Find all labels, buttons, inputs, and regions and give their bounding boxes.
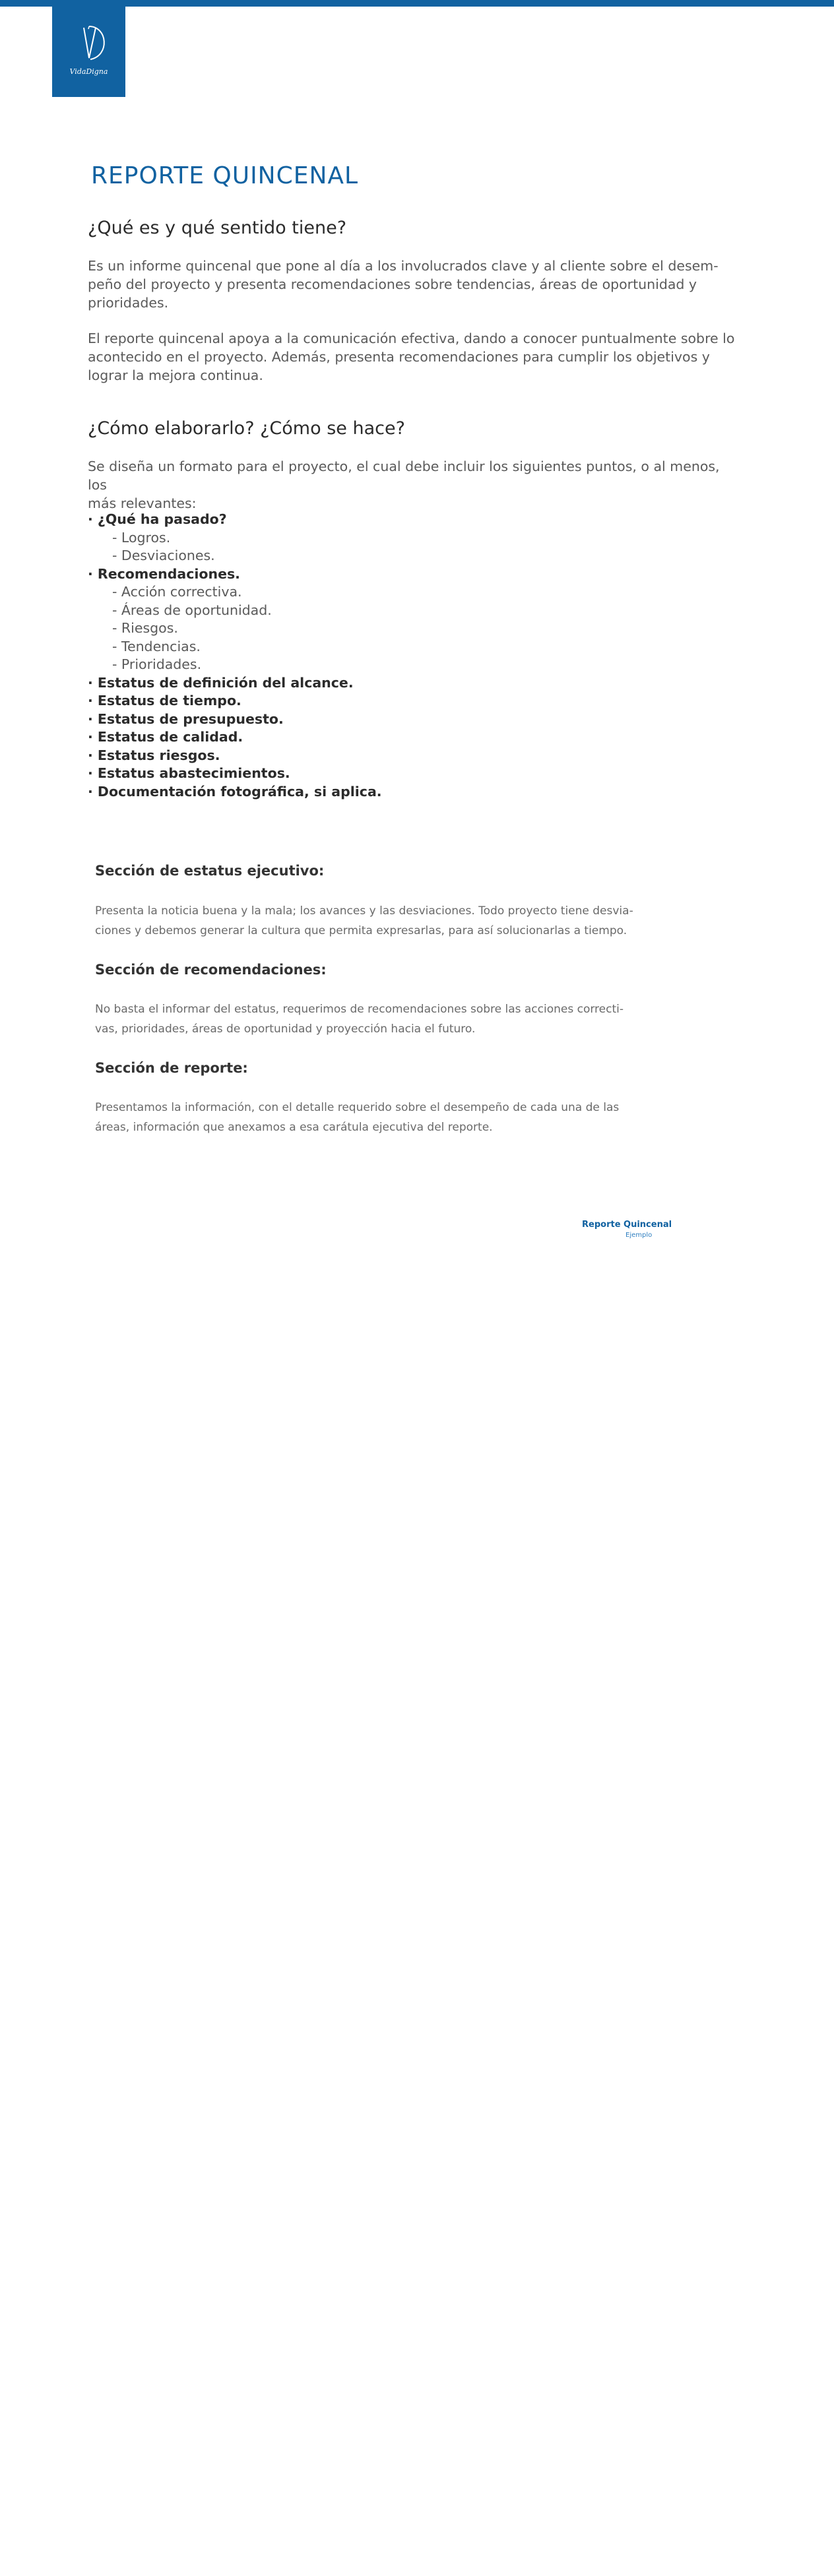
logo-text: VidaDigna xyxy=(69,67,108,76)
checklist xyxy=(88,511,382,801)
checklist-item: · Estatus de tiempo. xyxy=(88,693,241,708)
section-heading-report: Sección de reporte: xyxy=(95,1060,248,1076)
section-heading-recommendations: Sección de recomendaciones: xyxy=(95,962,327,978)
checklist-subitem: - Tendencias. xyxy=(112,638,201,654)
section-body-report: Presentamos la información, con el detalle requerido sobre el desempeño de cada una de las áreas, información que anexamos a esa carátula ejecutiva del reporte. xyxy=(95,1101,620,1134)
footer-title: Reporte Quincenal xyxy=(582,1220,672,1230)
logo-mark-icon xyxy=(52,7,125,97)
howto-paragraph: Se diseña un formato para el proyecto, el cual debe incluir los siguientes puntos, o al menos, los más relevantes: xyxy=(88,458,720,511)
checklist-item: · Documentación fotográfica, si aplica. xyxy=(88,783,382,800)
checklist-subitem: - Logros. xyxy=(112,529,171,546)
section-body-executive: Presenta la noticia buena y la mala; los avances y las desviaciones. Todo proyecto tiene desvia- ciones y debemos generar la cultura que permita expresarlas, para así solucionarlas a tiempo. xyxy=(95,904,633,937)
top-accent-bar xyxy=(0,0,834,7)
section-heading-executive: Sección de estatus ejecutivo: xyxy=(95,863,325,879)
section-body-recommendations: No basta el informar del estatus, requerimos de recomendaciones sobre las acciones correcti- vas, prioridades, áreas de oportunidad y proyección hacia el futuro. xyxy=(95,1003,624,1036)
checklist-subitem: - Riesgos. xyxy=(112,620,178,636)
checklist-item: · Estatus de definición del alcance. xyxy=(88,674,354,691)
checklist-item: · Estatus de presupuesto. xyxy=(88,710,284,727)
howto-heading: ¿Cómo elaborarlo? ¿Cómo se hace? xyxy=(88,418,405,439)
intro-paragraph-2: El reporte quincenal apoya a la comunicación efectiva, dando a conocer puntualmente sobre lo acontecido en el proyecto. Además, presenta recomendaciones para cumplir los objetivos y lograr la mejora continua. xyxy=(88,330,735,383)
intro-heading: ¿Qué es y qué sentido tiene? xyxy=(88,218,347,238)
intro-paragraph-1: Es un informe quincenal que pone al día a los involucrados clave y al cliente sobre el desem- peño del proyecto y presenta recomendaciones sobre tendencias, áreas de oportunidad y prioridades. xyxy=(88,258,719,311)
footer-subtitle: Ejemplo xyxy=(626,1232,653,1239)
checklist-subitem: - Desviaciones. xyxy=(112,548,215,563)
checklist-subitem: - Prioridades. xyxy=(112,656,202,672)
checklist-item: · ¿Qué ha pasado? xyxy=(88,511,227,527)
checklist-item: · Estatus riesgos. xyxy=(88,747,220,763)
page-title: REPORTE QUINCENAL xyxy=(91,162,359,189)
checklist-subitem: - Áreas de oportunidad. xyxy=(112,602,272,618)
checklist-item: · Estatus abastecimientos. xyxy=(88,765,290,781)
checklist-item: · Estatus de calidad. xyxy=(88,729,243,745)
checklist-subitem: - Acción correctiva. xyxy=(112,584,242,600)
brand-logo xyxy=(52,7,125,97)
checklist-item: · Recomendaciones. xyxy=(88,565,240,582)
